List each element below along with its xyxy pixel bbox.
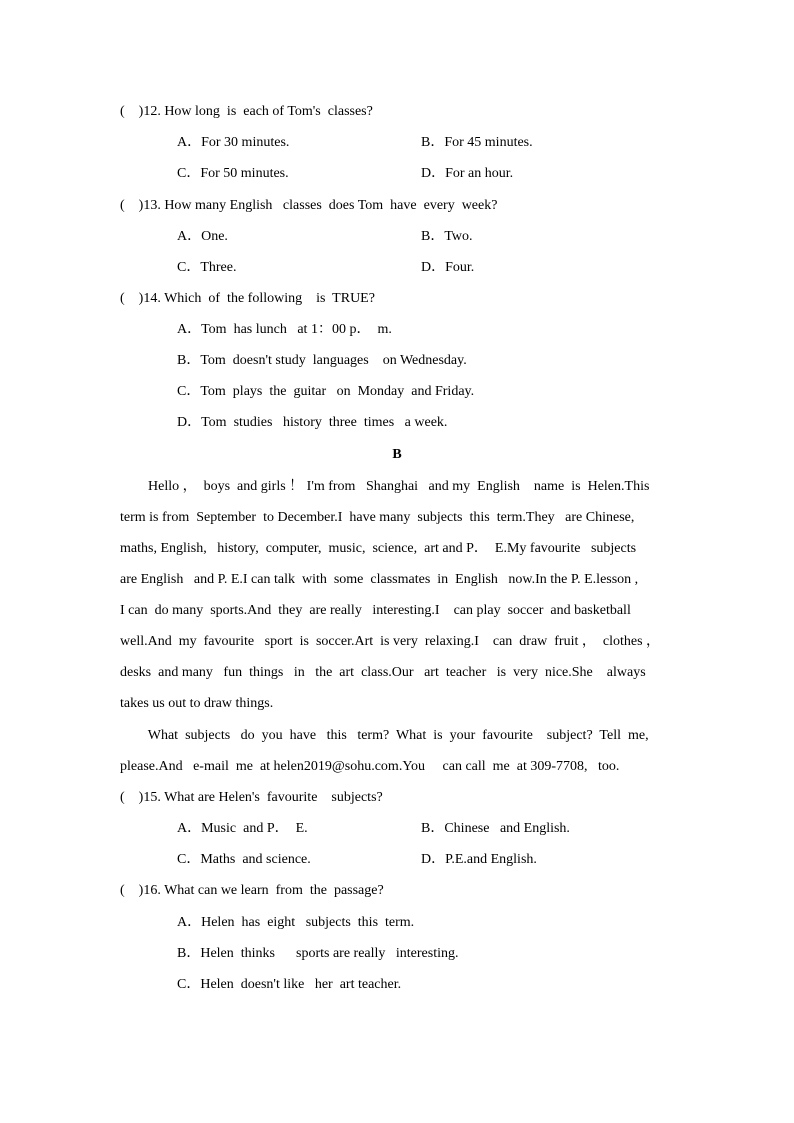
question-14-stem: ( )14. Which of the following is TRUE?	[120, 291, 375, 306]
question-14-option-a: A．Tom has lunch at 1：00 p． m.	[177, 322, 392, 337]
question-14-option-b: B．Tom doesn't study languages on Wednesday.	[177, 353, 467, 368]
question-12-stem: ( )12. How long is each of Tom's classes?	[120, 104, 373, 119]
passage-line: are English and P. E.I can talk with some classmates in English now.In the P. E.lesson ,	[120, 572, 639, 587]
question-13-option-b: B．Two.	[421, 229, 473, 244]
passage-line: desks and many fun things in the art class.Our art teacher is very nice.She always	[120, 665, 646, 680]
passage-line: What subjects do you have this term? What is your favourite subject? Tell me,	[120, 728, 649, 743]
question-15-option-a: A．Music and P． E.	[177, 821, 308, 836]
question-15-stem: ( )15. What are Helen's favourite subjects?	[120, 790, 383, 805]
question-12-option-c: C．For 50 minutes.	[177, 166, 289, 181]
passage-line: term is from September to December.I have many subjects this term.They are Chinese,	[120, 510, 635, 525]
passage-line: takes us out to draw things.	[120, 696, 274, 711]
question-16-option-c: C．Helen doesn't like her art teacher.	[177, 977, 402, 992]
question-16-option-b: B．Helen thinks sports are really interesting.	[177, 946, 459, 961]
question-13-option-c: C．Three.	[177, 260, 237, 275]
question-14-option-d: D．Tom studies history three times a week.	[177, 415, 448, 430]
question-16-stem: ( )16. What can we learn from the passage?	[120, 883, 384, 898]
passage-line: I can do many sports.And they are really interesting.I can play soccer and basketball	[120, 603, 631, 618]
question-14-option-c: C．Tom plays the guitar on Monday and Friday.	[177, 384, 475, 399]
question-15-option-d: D．P.E.and English.	[421, 852, 537, 867]
question-15-option-c: C．Maths and science.	[177, 852, 311, 867]
question-12-option-b: B．For 45 minutes.	[421, 135, 533, 150]
question-13-stem: ( )13. How many English classes does Tom have every week?	[120, 198, 498, 213]
question-13-option-a: A．One.	[177, 229, 228, 244]
question-13-option-d: D．Four.	[421, 260, 475, 275]
question-12-option-a: A．For 30 minutes.	[177, 135, 290, 150]
question-16-option-a: A．Helen has eight subjects this term.	[177, 915, 415, 930]
passage-line: please.And e-mail me at helen2019@sohu.com.You can call me at 309-7708, too.	[120, 759, 620, 774]
section-heading-b: B	[392, 447, 402, 462]
passage-line: Hello ， boys and girls ！ I'm from Shanghai and my English name is Helen.This	[120, 479, 650, 494]
question-15-option-b: B．Chinese and English.	[421, 821, 570, 836]
question-12-option-d: D．For an hour.	[421, 166, 514, 181]
passage-line: maths, English, history, computer, music, science, art and P． E.My favourite subjects	[120, 541, 637, 556]
passage-line: well.And my favourite sport is soccer.Art is very relaxing.I can draw fruit ， clothes ，	[120, 634, 661, 649]
